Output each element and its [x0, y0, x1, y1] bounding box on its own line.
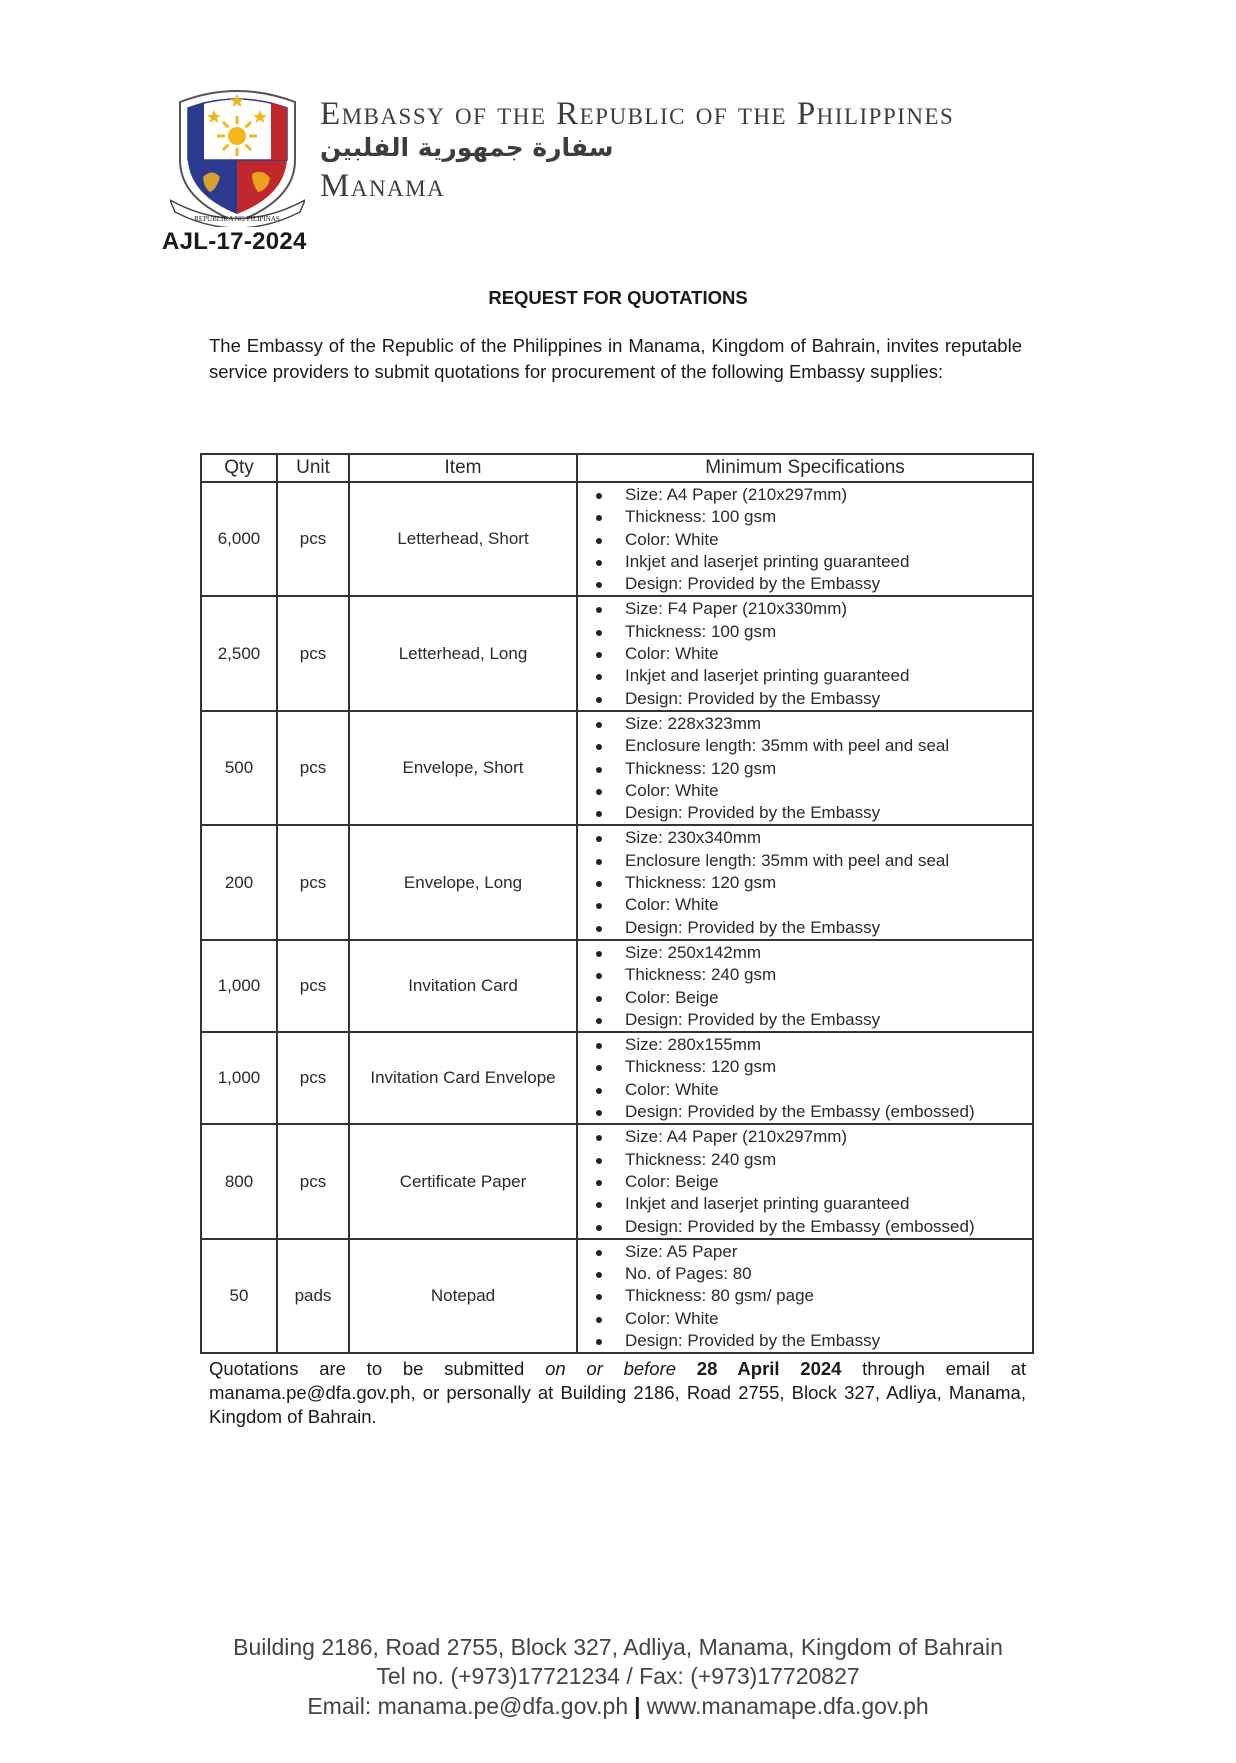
footer-email: Email: manama.pe@dfa.gov.ph — [307, 1693, 629, 1719]
spec-list — [578, 827, 1032, 938]
spec-item: Thickness: 120 gsm — [578, 758, 1032, 780]
cell-item: Invitation Card — [349, 940, 577, 1032]
spec-item: Size: 228x323mm — [578, 713, 1032, 735]
footer-contacts — [0, 1693, 1236, 1720]
table-row — [201, 482, 1033, 596]
spec-item: Thickness: 120 gsm — [578, 1056, 1032, 1078]
spec-list — [578, 598, 1032, 709]
spec-item: Color: White — [578, 643, 1032, 665]
embassy-name: Embassy of the Republic of the Philippines — [320, 96, 955, 132]
table-row — [201, 596, 1033, 710]
table-row — [201, 940, 1033, 1032]
spec-list — [578, 484, 1032, 595]
cell-unit: pcs — [277, 1124, 349, 1238]
spec-item: Color: Beige — [578, 1171, 1032, 1193]
cell-specs — [577, 940, 1033, 1032]
cell-unit: pcs — [277, 825, 349, 939]
spec-item: Enclosure length: 35mm with peel and seal — [578, 735, 1032, 757]
header-qty: Qty — [201, 454, 277, 482]
embassy-city: Manama — [320, 168, 446, 204]
philippine-seal-logo — [170, 82, 305, 227]
spec-item: Design: Provided by the Embassy — [578, 917, 1032, 939]
spec-item: Design: Provided by the Embassy (embossed) — [578, 1101, 1032, 1123]
cell-specs — [577, 711, 1033, 825]
cell-item: Notepad — [349, 1239, 577, 1353]
spec-item: Design: Provided by the Embassy (embossed) — [578, 1216, 1032, 1238]
page-title: REQUEST FOR QUOTATIONS — [488, 287, 748, 308]
table-row — [201, 1239, 1033, 1353]
footer-website: www.manamape.dfa.gov.ph — [646, 1693, 929, 1719]
intro-paragraph: The Embassy of the Republic of the Philippines in Manama, Kingdom of Bahrain, invites reputable service providers to submit quotations for procurement of the following Embassy supplies: — [209, 335, 1022, 382]
cell-unit: pads — [277, 1239, 349, 1353]
spec-item: Inkjet and laserjet printing guaranteed — [578, 1193, 1032, 1215]
header-item: Item — [349, 454, 577, 482]
cell-unit: pcs — [277, 482, 349, 596]
quotation-table — [200, 453, 1034, 1354]
spec-item: Size: A4 Paper (210x297mm) — [578, 1126, 1032, 1148]
spec-item: Inkjet and laserjet printing guaranteed — [578, 551, 1032, 573]
cell-qty: 800 — [201, 1124, 277, 1238]
spec-item: Inkjet and laserjet printing guaranteed — [578, 665, 1032, 687]
table-row — [201, 1032, 1033, 1124]
cell-item: Letterhead, Long — [349, 596, 577, 710]
spec-list — [578, 1126, 1032, 1237]
spec-item: Size: A4 Paper (210x297mm) — [578, 484, 1032, 506]
footer-address: Building 2186, Road 2755, Block 327, Adliya, Manama, Kingdom of Bahrain — [233, 1634, 1003, 1660]
spec-list — [578, 942, 1032, 1031]
cell-specs — [577, 596, 1033, 710]
spec-item: Color: White — [578, 780, 1032, 802]
cell-qty: 2,500 — [201, 596, 277, 710]
spec-item: Thickness: 100 gsm — [578, 506, 1032, 528]
spec-item: Color: White — [578, 1079, 1032, 1101]
spec-list — [578, 1034, 1032, 1123]
footer-separator: | — [634, 1693, 641, 1719]
spec-list — [578, 1241, 1032, 1352]
spec-item: Color: Beige — [578, 987, 1032, 1009]
cell-unit: pcs — [277, 1032, 349, 1124]
cell-qty: 1,000 — [201, 1032, 277, 1124]
table-row — [201, 825, 1033, 939]
cell-unit: pcs — [277, 596, 349, 710]
spec-item: Size: A5 Paper — [578, 1241, 1032, 1263]
cell-unit: pcs — [277, 711, 349, 825]
cell-specs — [577, 1032, 1033, 1124]
closing-deadline-date: 28 April 2024 — [696, 1358, 842, 1379]
closing-rest: through email at manama.pe@dfa.gov.ph, or personally at Building 2186, Road 2755, Block 327, Adliya, Manama, Kingdom of Bahrain. — [209, 1358, 1027, 1427]
spec-list — [578, 713, 1032, 824]
closing-paragraph — [209, 1357, 1026, 1429]
cell-specs — [577, 1124, 1033, 1238]
embassy-name-arabic: سفارة جمهورية الفلبين — [320, 133, 614, 162]
spec-item: Color: White — [578, 894, 1032, 916]
cell-unit: pcs — [277, 940, 349, 1032]
closing-deadline-phrase: on or before — [545, 1358, 677, 1379]
cell-specs — [577, 825, 1033, 939]
table-row — [201, 711, 1033, 825]
spec-item: Size: 230x340mm — [578, 827, 1032, 849]
cell-qty: 1,000 — [201, 940, 277, 1032]
cell-qty: 50 — [201, 1239, 277, 1353]
cell-item: Invitation Card Envelope — [349, 1032, 577, 1124]
cell-qty: 200 — [201, 825, 277, 939]
spec-item: Design: Provided by the Embassy — [578, 688, 1032, 710]
spec-item: Design: Provided by the Embassy — [578, 802, 1032, 824]
spec-item: Color: White — [578, 1308, 1032, 1330]
table-body — [201, 482, 1033, 1353]
cell-qty: 6,000 — [201, 482, 277, 596]
spec-item: Size: F4 Paper (210x330mm) — [578, 598, 1032, 620]
cell-item: Certificate Paper — [349, 1124, 577, 1238]
spec-item: Design: Provided by the Embassy — [578, 1009, 1032, 1031]
spec-item: Size: 250x142mm — [578, 942, 1032, 964]
table-header-row — [201, 454, 1033, 482]
cell-item: Envelope, Short — [349, 711, 577, 825]
cell-item: Letterhead, Short — [349, 482, 577, 596]
seal-scroll-text: REPUBLIKA NG PILIPINAS — [194, 215, 280, 223]
spec-item: Size: 280x155mm — [578, 1034, 1032, 1056]
spec-item: Design: Provided by the Embassy — [578, 573, 1032, 595]
spec-item: Thickness: 100 gsm — [578, 621, 1032, 643]
table-row — [201, 1124, 1033, 1238]
cell-qty: 500 — [201, 711, 277, 825]
footer-phone-fax: Tel no. (+973)17721234 / Fax: (+973)17720827 — [376, 1663, 860, 1689]
header-unit: Unit — [277, 454, 349, 482]
cell-specs — [577, 482, 1033, 596]
spec-item: No. of Pages: 80 — [578, 1263, 1032, 1285]
cell-specs — [577, 1239, 1033, 1353]
spec-item: Design: Provided by the Embassy — [578, 1330, 1032, 1352]
spec-item: Color: White — [578, 529, 1032, 551]
spec-item: Thickness: 240 gsm — [578, 1149, 1032, 1171]
header-specs: Minimum Specifications — [577, 454, 1033, 482]
closing-lead: Quotations are to be submitted — [209, 1358, 525, 1379]
spec-item: Thickness: 80 gsm/ page — [578, 1285, 1032, 1307]
cell-item: Envelope, Long — [349, 825, 577, 939]
spec-item: Enclosure length: 35mm with peel and seal — [578, 850, 1032, 872]
spec-item: Thickness: 120 gsm — [578, 872, 1032, 894]
spec-item: Thickness: 240 gsm — [578, 964, 1032, 986]
reference-number: AJL-17-2024 — [162, 228, 307, 255]
